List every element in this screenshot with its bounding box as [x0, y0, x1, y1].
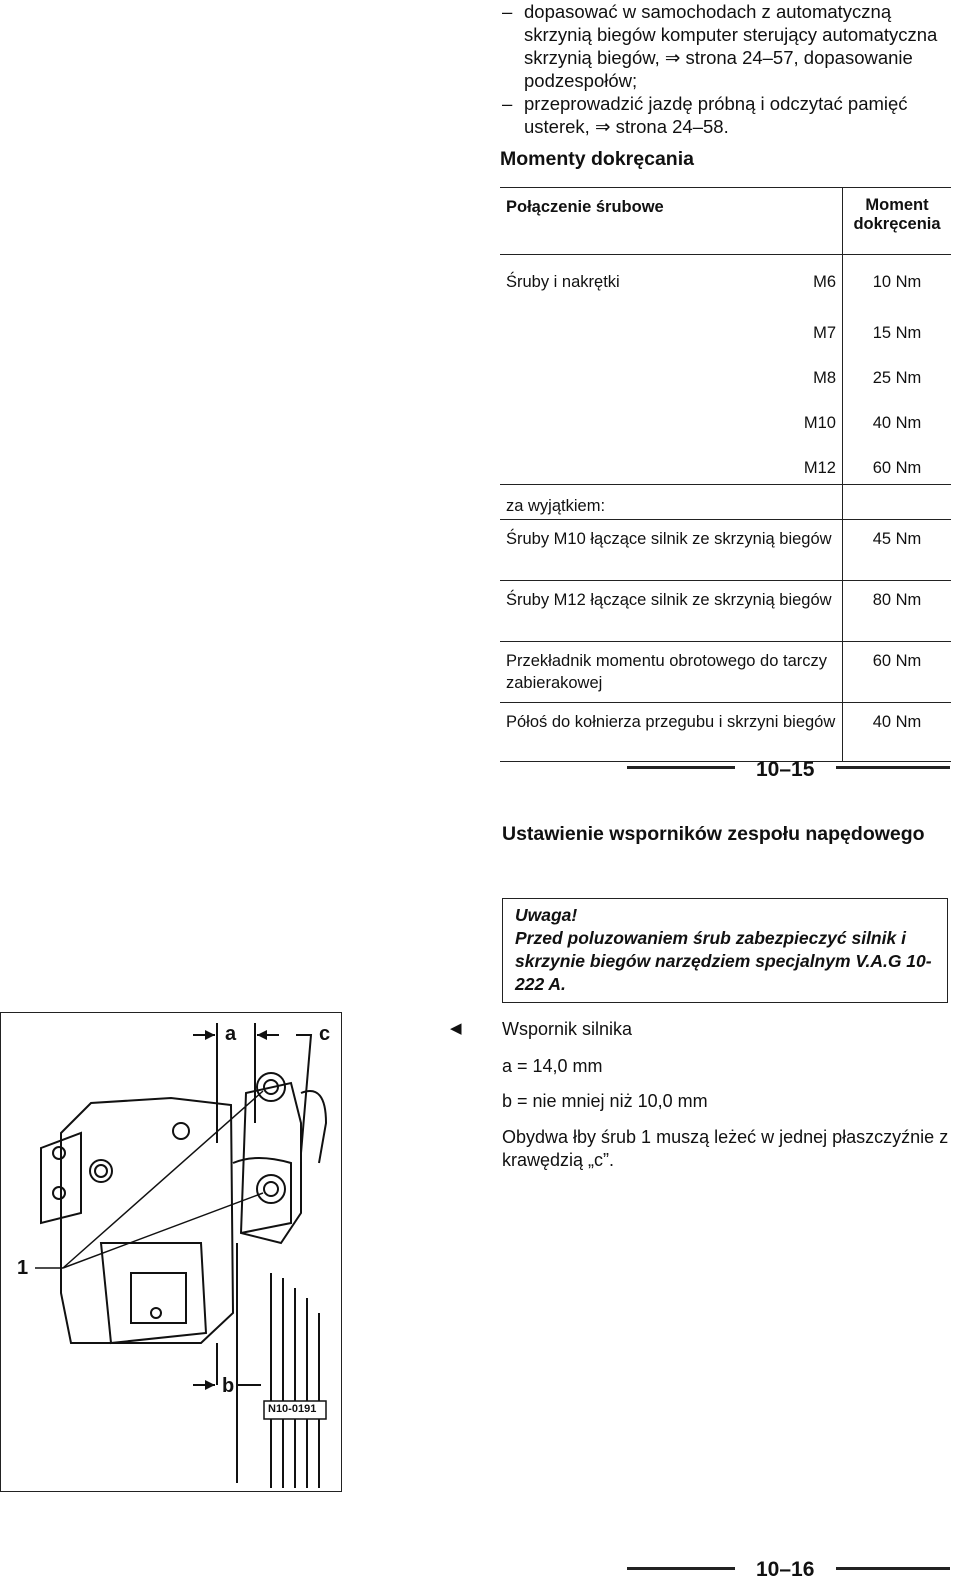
bolts-label: Śruby i nakrętki: [506, 273, 620, 291]
instruction-text: Obydwa łby śrub 1 muszą leżeć w jednej płaszczyźnie z krawędzią „c”.: [502, 1127, 949, 1170]
torque-value: 40 Nm: [843, 703, 952, 762]
dimension-b: b = nie mniej niż 10,0 mm: [502, 1091, 708, 1111]
bullet-item: [502, 0, 952, 92]
page-rule: [627, 766, 735, 769]
page-rule: [627, 1567, 735, 1570]
size-cell: M12: [803, 459, 836, 477]
table-row: [500, 300, 951, 345]
torque-value: 60 Nm: [843, 642, 952, 703]
bullet-text: przeprowadzić jazdę próbną i odczytać pamięć usterek, ⇒ strona 24–58.: [524, 93, 908, 137]
table-row: [500, 520, 951, 581]
figure-label-c: c: [319, 1023, 331, 1045]
torque-table: [500, 187, 951, 762]
size-cell: M10: [803, 414, 836, 432]
table-row: [500, 642, 951, 703]
size-cell: M8: [813, 369, 836, 387]
exception-label: za wyjątkiem:: [506, 497, 606, 515]
engine-mount-figure: [0, 1012, 342, 1492]
pointer-icon: ◀: [450, 1020, 462, 1037]
exception-desc: Przekładnik momentu obrotowego do tarczy zabierakowej: [506, 652, 827, 692]
note-title: Uwaga!: [515, 905, 578, 925]
page-rule: [836, 766, 950, 769]
section-title: Ustawienie wsporników zespołu napędowego: [502, 823, 925, 845]
torque-value: 80 Nm: [843, 581, 952, 642]
exception-desc: Śruby M12 łączące silnik ze skrzynią biegów: [506, 591, 832, 609]
torque-value: 10 Nm: [843, 255, 952, 301]
mount-caption: Wspornik silnika: [502, 1019, 633, 1039]
page-rule: [836, 1567, 950, 1570]
table-row: [500, 390, 951, 435]
intro-bullets: [502, 0, 952, 138]
table-row: [500, 485, 951, 520]
page-number: 10–15: [756, 758, 815, 781]
bullet-dash: –: [502, 93, 513, 114]
bullet-dash: –: [502, 1, 513, 22]
bullet-text: dopasować w samochodach z automatyczną skrzynią biegów komputer sterujący automatyczna skrzynią biegów, ⇒ strona 24–57, dopasowanie podzespołów;: [524, 1, 938, 91]
torque-value: 60 Nm: [843, 435, 952, 485]
figure-label-a: a: [225, 1023, 237, 1045]
torque-value: 40 Nm: [843, 390, 952, 435]
exception-desc: Półoś do kołnierza przegubu i skrzyni biegów: [506, 713, 836, 731]
table-row: [500, 703, 951, 762]
figure-label-b: b: [222, 1375, 235, 1397]
torque-title: Momenty dokręcania: [500, 148, 694, 170]
header-torque: Moment dokręcenia: [843, 188, 952, 255]
torque-value: 45 Nm: [843, 520, 952, 581]
table-row: [500, 255, 951, 301]
engine-mount-drawing: [1, 1013, 340, 1490]
table-row: [500, 435, 951, 485]
dimension-a: a = 14,0 mm: [502, 1056, 603, 1076]
page-number: 10–16: [756, 1558, 815, 1581]
table-row: [500, 581, 951, 642]
table-row: [500, 345, 951, 390]
size-cell: M6: [813, 273, 836, 291]
header-connection: Połączenie śrubowe: [500, 188, 843, 255]
figure-label-1: 1: [17, 1257, 29, 1279]
table-header-row: [500, 188, 951, 255]
warning-note: [502, 898, 948, 1003]
bullet-item: [502, 92, 952, 138]
exception-desc: Śruby M10 łączące silnik ze skrzynią biegów: [506, 530, 832, 548]
torque-value: 15 Nm: [843, 300, 952, 345]
torque-value: 25 Nm: [843, 345, 952, 390]
note-text: Przed poluzowaniem śrub zabezpieczyć silnik i skrzynie biegów narzędziem specjalnym V.A.G 10-222 A.: [515, 928, 932, 994]
size-cell: M7: [813, 324, 836, 342]
figure-code: N10-0191: [268, 1403, 317, 1415]
